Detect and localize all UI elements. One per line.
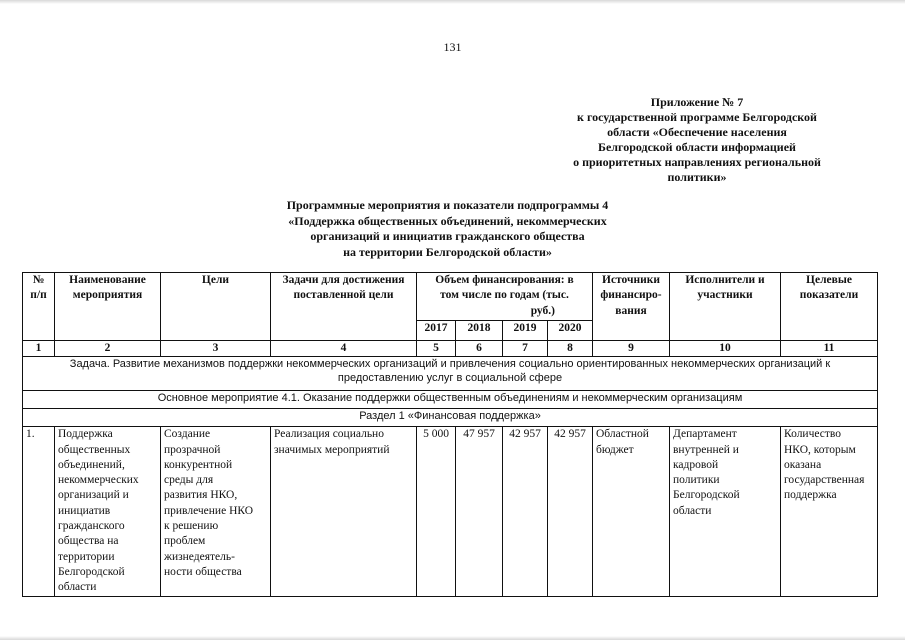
appendix-line: Белгородской области информацией [598, 140, 796, 154]
column-number: 11 [781, 341, 878, 357]
header-name: Наименование мероприятия [55, 273, 161, 341]
task-row [23, 357, 878, 391]
column-number: 10 [670, 341, 781, 357]
title-line: «Поддержка общественных объединений, некоммерческих [288, 213, 607, 228]
row-funding-2018: 47 957 [456, 427, 503, 596]
title-line: Программные мероприятия и показатели подпрограммы 4 [286, 198, 609, 212]
row-indicators: Количество НКО, которым оказана государственная поддержка [781, 427, 878, 596]
header-indicators: Целевые показатели [781, 273, 878, 341]
header-sources: Источники финансиро- вания [593, 273, 670, 341]
main-activity-row [23, 391, 878, 409]
column-number: 5 [417, 341, 456, 357]
header-year-2019: 2019 [503, 321, 548, 341]
column-number: 9 [593, 341, 670, 357]
header-year-2017: 2017 [417, 321, 456, 341]
appendix-heading [556, 95, 838, 185]
column-number: 3 [161, 341, 271, 357]
header-year-2020: 2020 [548, 321, 593, 341]
header-executors: Исполнители и участники [670, 273, 781, 341]
column-number: 8 [548, 341, 593, 357]
header-goals: Цели [161, 273, 271, 341]
row-funding-2017: 5 000 [417, 427, 456, 596]
column-numbers-row [23, 341, 878, 357]
header-year-2018: 2018 [456, 321, 503, 341]
title-line: организаций и инициатив гражданского общества [310, 229, 585, 243]
page-number: 131 [443, 40, 462, 54]
appendix-line: Приложение № 7 [650, 95, 744, 109]
column-number: 7 [503, 341, 548, 357]
column-number: 6 [456, 341, 503, 357]
row-tasks: Реализация социально значимых мероприятий [271, 427, 417, 596]
header-row [23, 273, 878, 321]
row-funding-2020: 42 957 [548, 427, 593, 596]
row-num: 1. [23, 427, 55, 596]
task-description: Задача. Развитие механизмов поддержки некоммерческих организаций и привлечения социально ориентированных некоммерческих организаций к предоставлению услуг в социальной сфере [23, 357, 878, 391]
main-activity-title: Основное мероприятие 4.1. Оказание поддержки общественным объединениям и некоммерческим организациям [23, 391, 878, 409]
column-number: 2 [55, 341, 161, 357]
header-num: № п/п [23, 273, 55, 341]
appendix-line: политики» [667, 170, 727, 184]
appendix-line: к государственной программе Белгородской [577, 110, 817, 124]
program-activities-table [22, 272, 878, 597]
column-number: 1 [23, 341, 55, 357]
header-financing: Объем финансирования: в том числе по годам (тыс. руб.) [417, 273, 593, 321]
appendix-line: области «Обеспечение населения [607, 125, 787, 139]
table-row [23, 427, 878, 596]
section-row [23, 409, 878, 427]
section-title: Раздел 1 «Финансовая поддержка» [23, 409, 878, 427]
row-source: Областной бюджет [593, 427, 670, 596]
row-name: Поддержка общественных объединений, некоммерческих организаций и инициатив гражданского общества на территории Белгородской области [55, 427, 161, 596]
row-goals: Создание прозрачной конкурентной среды для развития НКО, привлечение НКО к решению проблем жизнедеятель- ности общества [161, 427, 271, 596]
scan-edge-top [0, 0, 905, 4]
row-executors: Департамент внутренней и кадровой политики Белгородской области [670, 427, 781, 596]
column-number: 4 [271, 341, 417, 357]
header-tasks: Задачи для достижения поставленной цели [271, 273, 417, 341]
document-title [240, 198, 655, 260]
appendix-line: о приоритетных направлениях региональной [573, 155, 821, 169]
title-line: на территории Белгородской области» [343, 244, 552, 259]
row-funding-2019: 42 957 [503, 427, 548, 596]
scan-edge-bottom [0, 636, 905, 640]
